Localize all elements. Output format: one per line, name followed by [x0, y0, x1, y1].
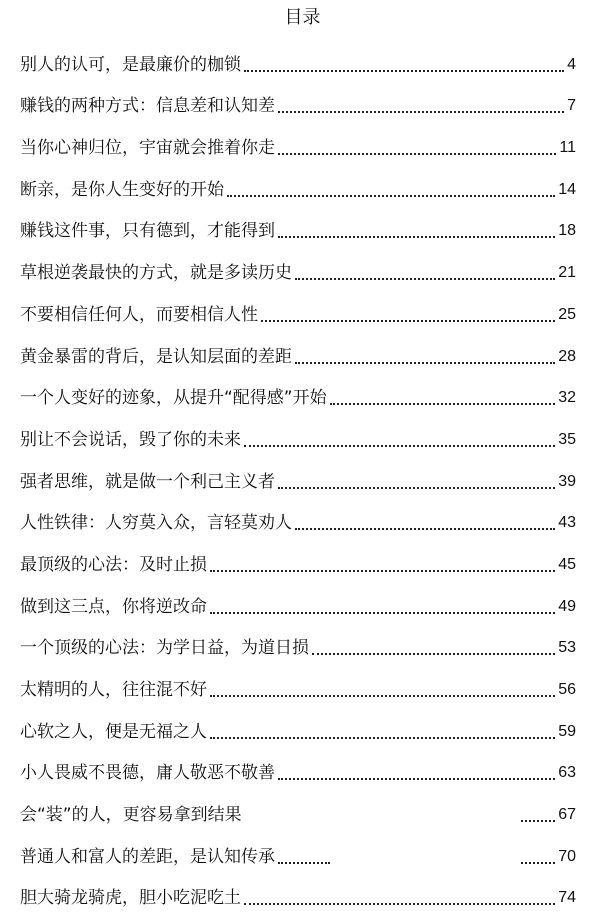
toc-list — [20, 44, 576, 919]
toc-entry[interactable] — [20, 503, 576, 545]
toc-entry[interactable] — [20, 127, 576, 169]
toc-dot-leader — [210, 737, 555, 739]
toc-entry[interactable] — [20, 336, 576, 378]
toc-dot-leader — [278, 778, 555, 780]
toc-dot-leader — [278, 111, 564, 113]
toc-entry-title[interactable]: 黄金暴雷的背后，是认知层面的差距 — [20, 346, 292, 367]
toc-entry-title[interactable]: 不要相信任何人，而要相信人性 — [20, 304, 258, 325]
toc-dot-leader — [244, 903, 555, 905]
toc-entry[interactable] — [20, 794, 576, 836]
toc-entry-title[interactable]: 别让不会说话，毁了你的未来 — [20, 429, 241, 450]
toc-entry[interactable] — [20, 461, 576, 503]
toc-dot-leader — [244, 70, 564, 72]
toc-entry-title[interactable]: 胆大骑龙骑虎，胆小吃泥吃土 — [20, 888, 241, 909]
toc-entry[interactable] — [20, 669, 576, 711]
toc-entry-title[interactable]: 草根逆袭最快的方式，就是多读历史 — [20, 263, 292, 284]
toc-entry-page[interactable]: 74 — [558, 889, 576, 907]
toc-entry-title[interactable]: 一个人变好的迹象，从提升“配得感”开始 — [20, 388, 327, 409]
toc-entry-title[interactable]: 赚钱这件事，只有德到，才能得到 — [20, 221, 275, 242]
toc-dot-leader — [312, 653, 555, 655]
toc-title: 目录 — [284, 7, 321, 28]
toc-entry-title[interactable]: 人性铁律：人穷莫入众，言轻莫劝人 — [20, 513, 292, 534]
toc-entry[interactable] — [20, 711, 576, 753]
toc-entry-title[interactable]: 一个顶级的心法：为学日益，为道日损 — [20, 638, 309, 659]
toc-dot-leader — [210, 570, 555, 572]
toc-entry-title[interactable]: 断亲，是你人生变好的开始 — [20, 179, 224, 200]
toc-entry-page[interactable]: 21 — [558, 264, 576, 282]
toc-entry-page[interactable]: 63 — [558, 764, 576, 782]
toc-entry-title[interactable]: 最顶级的心法：及时止损 — [20, 554, 207, 575]
toc-dot-leader — [295, 278, 555, 280]
toc-entry-page[interactable]: 49 — [558, 597, 576, 615]
toc-entry-page[interactable]: 32 — [558, 389, 576, 407]
toc-entry-page[interactable]: 4 — [567, 55, 576, 73]
toc-dot-leader — [210, 612, 555, 614]
toc-dot-leader — [278, 153, 556, 155]
toc-entry[interactable] — [20, 753, 576, 795]
toc-dot-leader — [521, 862, 555, 864]
toc-entry-page[interactable]: 45 — [558, 555, 576, 573]
toc-dot-leader — [295, 362, 555, 364]
toc-entry[interactable] — [20, 378, 576, 420]
toc-entry-title[interactable]: 做到这三点，你将逆改命 — [20, 596, 207, 617]
toc-dot-leader — [295, 528, 555, 530]
toc-entry-page[interactable]: 7 — [567, 97, 576, 115]
toc-entry[interactable] — [20, 252, 576, 294]
toc-entry-title[interactable]: 太精明的人，往往混不好 — [20, 680, 207, 700]
toc-dot-leader — [278, 236, 555, 238]
toc-entry-title[interactable]: 小人畏威不畏德，庸人敬恶不敬善 — [20, 763, 275, 784]
toc-entry-title[interactable]: 心软之人，便是无福之人 — [20, 721, 207, 742]
toc-entry[interactable] — [20, 44, 576, 86]
toc-entry-title[interactable]: 强者思维，就是做一个利己主义者 — [20, 471, 275, 492]
toc-entry-title[interactable]: 当你心神归位，宇宙就会推着你走 — [20, 138, 275, 159]
toc-entry-title[interactable]: 会“装”的人，更容易拿到结果 — [20, 805, 242, 826]
toc-dot-leader — [521, 820, 555, 822]
toc-entry-page[interactable]: 56 — [558, 681, 576, 698]
toc-entry-page[interactable]: 70 — [558, 847, 576, 865]
toc-dot-leader — [278, 487, 555, 489]
toc-entry-title[interactable]: 别人的认可，是最廉价的枷锁 — [20, 54, 241, 75]
toc-entry-title[interactable]: 普通人和富人的差距，是认知传承 — [20, 846, 275, 867]
toc-dot-leader — [244, 445, 555, 447]
toc-entry[interactable] — [20, 294, 576, 336]
toc-entry[interactable] — [20, 586, 576, 628]
toc-entry-page[interactable]: 25 — [558, 305, 576, 323]
toc-entry-page[interactable]: 67 — [558, 806, 576, 824]
toc-entry-page[interactable]: 53 — [558, 639, 576, 657]
toc-entry-title[interactable]: 赚钱的两种方式：信息差和认知差 — [20, 96, 275, 117]
toc-entry[interactable] — [20, 86, 576, 128]
toc-entry-page[interactable]: 39 — [558, 472, 576, 490]
toc-entry[interactable] — [20, 419, 576, 461]
toc-entry[interactable] — [20, 211, 576, 253]
toc-entry[interactable] — [20, 878, 576, 919]
toc-entry-page[interactable]: 11 — [559, 139, 576, 157]
toc-entry-page[interactable]: 14 — [558, 180, 576, 198]
toc-dot-leader — [261, 320, 555, 322]
toc-entry[interactable] — [20, 628, 576, 670]
toc-entry[interactable] — [20, 836, 576, 878]
toc-entry[interactable] — [20, 169, 576, 211]
toc-dot-leader — [330, 403, 556, 405]
toc-dot-leader — [227, 195, 555, 197]
toc-entry-page[interactable]: 18 — [558, 222, 576, 240]
toc-entry-page[interactable]: 28 — [558, 347, 576, 365]
toc-dot-leader — [278, 862, 330, 864]
toc-entry-page[interactable]: 59 — [558, 722, 576, 740]
toc-entry-page[interactable]: 43 — [558, 514, 576, 532]
toc-entry[interactable] — [20, 544, 576, 586]
toc-dot-leader — [210, 695, 555, 697]
toc-entry-page[interactable]: 35 — [558, 430, 576, 448]
